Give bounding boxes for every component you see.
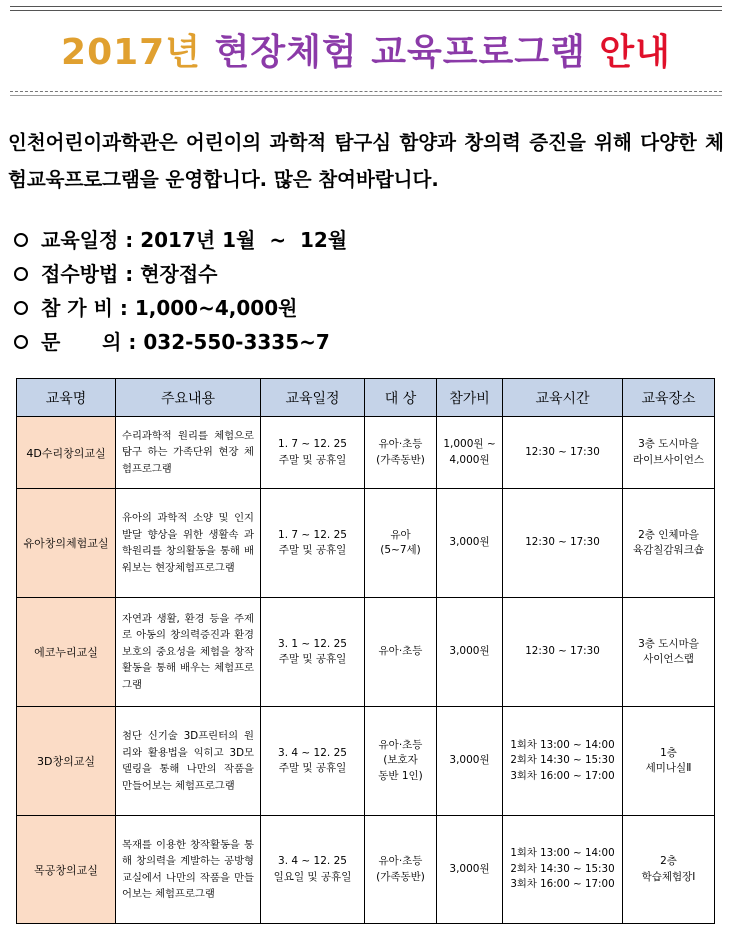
- info-separator: :: [118, 262, 141, 286]
- time-cell: [503, 598, 623, 707]
- time-cell: [503, 816, 623, 924]
- fee-cell: [437, 816, 503, 924]
- fee-cell: [437, 417, 503, 489]
- header-schedule: 교육일정: [261, 379, 365, 417]
- target-cell-line: 동반 1인): [378, 769, 423, 782]
- info-value: 2017년 1월 ~ 12월: [140, 228, 348, 252]
- content-cell: 유아의 과학적 소양 및 인지발달 향상을 위한 생활속 과학원리를 창의활동을 통해 배워보는 현장체험프로그램: [116, 489, 261, 598]
- target-cell-line: (보호자: [383, 754, 418, 767]
- target-cell: [365, 816, 437, 924]
- table-header-row: [17, 379, 715, 417]
- info-label: 참 가 비: [41, 296, 113, 320]
- target-cell: [365, 598, 437, 707]
- target-cell: [365, 489, 437, 598]
- table-row: [17, 707, 715, 816]
- schedule-cell: [261, 598, 365, 707]
- program-name-cell: 에코누리교실: [17, 598, 116, 707]
- info-separator: :: [118, 228, 141, 252]
- place-cell-line: 육감칠감워크숍: [632, 544, 704, 556]
- header-target: 대 상: [365, 379, 437, 417]
- target-cell-line: (가족동반): [376, 453, 425, 466]
- info-item-contact: [14, 325, 347, 359]
- target-cell-line: (5~7세): [380, 544, 421, 556]
- fee-cell: [437, 598, 503, 707]
- header-place: 교육장소: [623, 379, 715, 417]
- top-rule: [10, 6, 722, 7]
- content-cell: 목재를 이용한 창작활동을 통해 창의력을 계발하는 공방형 교실에서 나만의 작품을 만들어보는 체험프로그램: [116, 816, 261, 924]
- table-row: [17, 816, 715, 924]
- title-divider: [10, 95, 722, 96]
- target-cell-line: 유아·초등: [378, 738, 423, 751]
- header-program-name: 교육명: [17, 379, 116, 417]
- target-cell-line: 유아·초등: [378, 645, 423, 658]
- time-cell: [503, 707, 623, 816]
- time-cell: [503, 417, 623, 489]
- time-cell-line: 3회차 16:00 ~ 17:00: [510, 769, 615, 782]
- target-cell-line: (가족동반): [376, 870, 425, 883]
- circle-bullet-icon: [14, 301, 28, 315]
- table-row: [17, 417, 715, 489]
- info-value: 1,000~4,000원: [134, 296, 298, 320]
- schedule-cell-line: 1. 7 ~ 12. 25: [278, 528, 347, 541]
- place-cell-line: 학습체험장Ⅰ: [641, 870, 696, 883]
- info-separator: :: [121, 330, 144, 354]
- intro-paragraph: 인천어린이과학관은 어린이의 과학적 탐구심 함양과 창의력 증진을 위해 다양한 체험교육프로그램을 운영합니다. 많은 참여바랍니다.: [8, 131, 724, 191]
- place-cell: [623, 598, 715, 707]
- content-cell: 수리과학적 원리를 체험으로 탐구 하는 가족단위 현장 체험프로그램: [116, 417, 261, 489]
- schedule-cell: [261, 489, 365, 598]
- circle-bullet-icon: [14, 335, 28, 349]
- time-cell-line: 2회차 14:30 ~ 15:30: [510, 754, 615, 767]
- time-cell: [503, 489, 623, 598]
- table-row: [17, 598, 715, 707]
- info-label: 접수방법: [41, 262, 119, 286]
- fee-cell-line: 3,000원: [449, 645, 490, 658]
- time-cell-line: 12:30 ~ 17:30: [525, 536, 600, 549]
- place-cell-line: 3층 도시마을: [638, 438, 699, 450]
- schedule-cell: [261, 417, 365, 489]
- header-content: 주요내용: [116, 379, 261, 417]
- schedule-cell-line: 주말 및 공휴일: [278, 453, 347, 466]
- time-cell-line: 12:30 ~ 17:30: [525, 645, 600, 658]
- schedule-cell: [261, 816, 365, 924]
- time-cell-line: 1회차 13:00 ~ 14:00: [510, 738, 615, 751]
- program-name-cell: 목공창의교실: [17, 816, 116, 924]
- fee-cell-line: 1,000원 ~: [443, 438, 496, 450]
- time-cell-line: 2회차 14:30 ~ 15:30: [510, 862, 615, 875]
- info-label: 교육일정: [41, 228, 119, 252]
- info-label: 문 의: [41, 330, 122, 354]
- schedule-cell: [261, 707, 365, 816]
- place-cell-line: 사이언스랩: [643, 653, 694, 665]
- place-cell: [623, 417, 715, 489]
- content-cell: 자연과 생활, 환경 등을 주제로 아동의 창의력증진과 환경보호의 중요성을 체험을 창작활동을 통해 배우는 체험프로그램: [116, 598, 261, 707]
- circle-bullet-icon: [14, 267, 28, 281]
- header-fee: 참가비: [437, 379, 503, 417]
- info-item-registration: [14, 257, 347, 291]
- place-cell: [623, 489, 715, 598]
- schedule-cell-line: 주말 및 공휴일: [278, 653, 347, 665]
- fee-cell-line: 3,000원: [449, 536, 490, 549]
- place-cell-line: 세미나실Ⅱ: [645, 762, 692, 774]
- program-table: [16, 378, 715, 924]
- title-middle: 현장체험 교육프로그램: [214, 32, 586, 73]
- info-value: 032-550-3335~7: [143, 330, 330, 354]
- program-name-cell: 유아창의체험교실: [17, 489, 116, 598]
- info-separator: :: [112, 296, 135, 320]
- place-cell: [623, 707, 715, 816]
- time-cell-line: 1회차 13:00 ~ 14:00: [510, 847, 615, 860]
- place-cell-line: 라이브사이언스: [632, 453, 704, 466]
- place-cell-line: 2층: [660, 855, 677, 867]
- place-cell-line: 2층 인체마을: [638, 528, 699, 541]
- schedule-cell-line: 3. 4 ~ 12. 25: [278, 855, 347, 867]
- top-rule-inner: [10, 10, 722, 11]
- fee-cell: [437, 707, 503, 816]
- target-cell: [365, 417, 437, 489]
- title-end: 안내: [599, 32, 671, 73]
- schedule-cell-line: 3. 4 ~ 12. 25: [278, 746, 347, 759]
- info-item-schedule: [14, 223, 347, 257]
- schedule-cell-line: 3. 1 ~ 12. 25: [278, 637, 347, 650]
- page-title: [0, 24, 732, 75]
- fee-cell-line: 3,000원: [449, 754, 490, 767]
- schedule-cell-line: 주말 및 공휴일: [278, 762, 347, 774]
- program-name-cell: 3D창의교실: [17, 707, 116, 816]
- fee-cell-line: 4,000원: [449, 453, 490, 466]
- schedule-cell-line: 1. 7 ~ 12. 25: [278, 438, 347, 450]
- title-divider-dashed: [10, 91, 722, 92]
- title-year: 2017년: [61, 32, 202, 73]
- target-cell-line: 유아·초등: [378, 855, 423, 867]
- place-cell: [623, 816, 715, 924]
- fee-cell: [437, 489, 503, 598]
- header-time: 교육시간: [503, 379, 623, 417]
- program-name-cell: 4D수리창의교실: [17, 417, 116, 489]
- circle-bullet-icon: [14, 233, 28, 247]
- schedule-cell-line: 일요일 및 공휴일: [273, 870, 352, 883]
- target-cell: [365, 707, 437, 816]
- target-cell-line: 유아: [390, 528, 411, 541]
- info-list: [14, 223, 347, 359]
- target-cell-line: 유아·초등: [378, 438, 423, 450]
- table-row: [17, 489, 715, 598]
- fee-cell-line: 3,000원: [449, 862, 490, 875]
- info-item-fee: [14, 291, 347, 325]
- place-cell-line: 3층 도시마을: [638, 637, 699, 650]
- time-cell-line: 12:30 ~ 17:30: [525, 445, 600, 458]
- schedule-cell-line: 주말 및 공휴일: [278, 544, 347, 556]
- info-value: 현장접수: [140, 262, 218, 286]
- time-cell-line: 3회차 16:00 ~ 17:00: [510, 878, 615, 891]
- content-cell: 첨단 신기술 3D프린터의 원리와 활용법을 익히고 3D모델링을 통해 나만의 작품을 만들어보는 체험프로그램: [116, 707, 261, 816]
- place-cell-line: 1층: [660, 746, 677, 759]
